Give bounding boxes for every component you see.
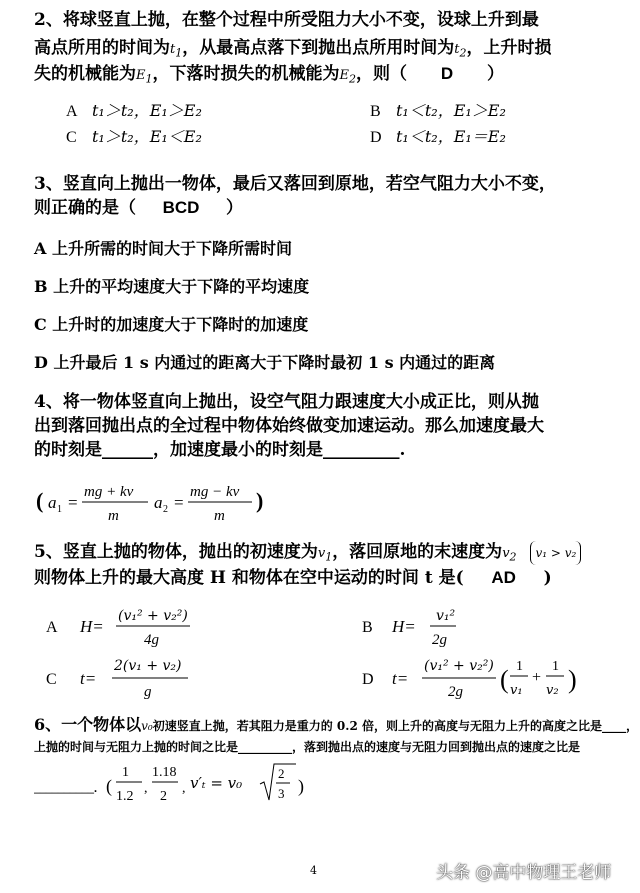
q6-sqrt-num: 2 (278, 766, 285, 781)
v0-symbol: v₀ (141, 719, 153, 733)
e1-symbol: $E_1$ (136, 68, 153, 86)
t2-symbol: $t_2$ (454, 42, 467, 60)
q5-option-d-f1n: 1 (516, 659, 523, 674)
q5-option-a-key: A (46, 619, 58, 636)
q6-line-1: 6、一个物体以v₀初速竖直上抛，若其阻力是重力的 0.2 倍，则上升的高度与无阻力上升的高度之比是____， (34, 715, 638, 734)
q2-line-2: 高点所用的时间为$t_1$，从最高点落下到抛出点所用时间为$t_2$，上升时损 (34, 38, 552, 60)
q5-option-b-num: v₁² (436, 608, 456, 624)
q4-line-1: 4、将一物体竖直向上抛出，设空气阻力跟速度大小成正比，则从抛 (34, 392, 539, 412)
q6-fraction-1-num: 1 (122, 765, 129, 780)
q5-option-d-lparen: ( (500, 665, 509, 694)
q5-option-a-den: 4g (144, 632, 159, 648)
q5-option-d-plus: + (532, 669, 542, 686)
a1-symbol: a (48, 493, 57, 512)
q3-statement-c: C 上升时的加速度大于下降时的加速度 (34, 315, 309, 334)
q6-answer-formula (34, 756, 334, 812)
q4-numerator-1: mg + kv (84, 484, 134, 500)
q4-equals-1: = (68, 493, 78, 512)
q5-option-d-rparen: ) (568, 665, 577, 694)
q5-option-a-lhs: H= (80, 617, 104, 636)
q3-line-1: 3、竖直向上抛出一物体，最后又落回到原地，若空气阻力大小不变， (34, 174, 556, 194)
a2-subscript: 2 (163, 504, 168, 515)
q5-option-c-den: g (144, 684, 152, 700)
q5-condition: v₁ > v₂ (530, 541, 581, 565)
q5-option-d-den: 2g (448, 684, 463, 700)
q3-statement-d: D 上升最后 1 s 内通过的距离大于下降时最初 1 s 内通过的距离 (34, 353, 496, 372)
q6-close-paren: ) (298, 776, 304, 796)
q5-option-d-num: (v₁² + v₂²) (424, 658, 494, 674)
q5-option-d-key: D (362, 671, 374, 688)
q6-sqrt-den: 3 (278, 786, 285, 801)
q4-equals-2: = (174, 493, 184, 512)
q4-line-3: 的时刻是______，加速度最小的时刻是_________. (34, 440, 406, 460)
q5-option-c-lhs: t= (80, 669, 97, 688)
q5-option-c-key: C (46, 671, 57, 688)
q5-option-d-f2n: 1 (552, 659, 559, 674)
q4-numerator-2: mg − kv (190, 484, 240, 500)
q3-answer: BCD (162, 198, 200, 217)
page-number: 4 (310, 864, 317, 877)
q6-blank: __________. (34, 781, 97, 795)
q5-line-2: 则物体上升的最大高度 H 和物体在空中运动的时间 t 是( AD ) (34, 568, 552, 588)
q6-velocity-expression: v′ₜ = v₀ (190, 774, 243, 792)
q4-acceleration-formula (34, 476, 284, 526)
q6-fraction-2-den: 2 (160, 789, 167, 804)
q2-line-1: 2、将球竖直上抛，在整个过程中所受阻力大小不变，设球上升到最 (34, 10, 539, 30)
q6-comma-1: , (144, 781, 148, 796)
q5-option-d-lhs: t= (392, 669, 409, 688)
q5-options-formulas (44, 598, 604, 708)
q6-fraction-1-den: 1.2 (116, 789, 134, 804)
q5-line-1: 5、竖直上抛的物体，抛出的初速度为$v_1$，落回原地的末速度为$v_2$ v₁ > v₂ (34, 540, 581, 570)
q2-option-b: B t₁＜t₂，E₁＞E₂ (370, 101, 506, 120)
q5-option-b-den: 2g (432, 632, 447, 648)
q6-fraction-2-num: 1.18 (152, 765, 177, 780)
a2-symbol: a (154, 493, 163, 512)
a1-subscript: 1 (57, 504, 62, 515)
q3-statement-b: B 上升的平均速度大于下降的平均速度 (34, 277, 310, 296)
q6-line-2: 上抛的时间与无阻力上抛的时间之比是_________，落到抛出点的速度与无阻力回到抛出点的速度之比是 (34, 740, 581, 754)
e2-symbol: $E_2$ (339, 68, 356, 86)
q3-line-2: 则正确的是（ BCD ） (34, 198, 243, 218)
q5-option-a-num: (v₁² + v₂²) (118, 608, 188, 624)
q6-open-paren: ( (106, 776, 112, 796)
q5-option-b-key: B (362, 619, 373, 636)
q5-option-c-num: 2(v₁ + v₂) (114, 658, 182, 674)
v2-symbol: $v_2$ (502, 546, 517, 564)
q4-denominator-2: m (214, 508, 225, 524)
q4-open-paren: ( (36, 488, 44, 513)
q4-denominator-1: m (108, 508, 119, 524)
q5-option-b-lhs: H= (392, 617, 416, 636)
q5-option-d-f2d: v₂ (546, 683, 559, 698)
q4-close-paren: ) (256, 488, 264, 513)
watermark (436, 858, 611, 883)
q2-line-3: 失的机械能为$E_1$，下落时损失的机械能为$E_2$，则（ D ） (34, 64, 504, 86)
t1-symbol: $t_1$ (170, 42, 183, 60)
watermark-text: 头条 @高中物理王老师 (436, 863, 612, 883)
q3-statement-a: A 上升所需的时间大于下降所需时间 (34, 239, 292, 258)
q2-option-d: D t₁＜t₂，E₁＝E₂ (370, 127, 506, 146)
q2-option-c: C t₁＞t₂，E₁＜E₂ (66, 127, 202, 146)
q5-option-d-f1d: v₁ (510, 683, 523, 698)
q2-option-a: A t₁＞t₂，E₁＞E₂ (66, 101, 202, 120)
q2-answer: D (440, 64, 454, 83)
q5-answer: AD (491, 568, 516, 587)
q4-line-2: 出到落回抛出点的全过程中物体始终做变加速运动。那么加速度最大 (34, 416, 544, 436)
v1-symbol: $v_1$ (317, 546, 333, 564)
q6-comma-2: , (182, 781, 186, 796)
